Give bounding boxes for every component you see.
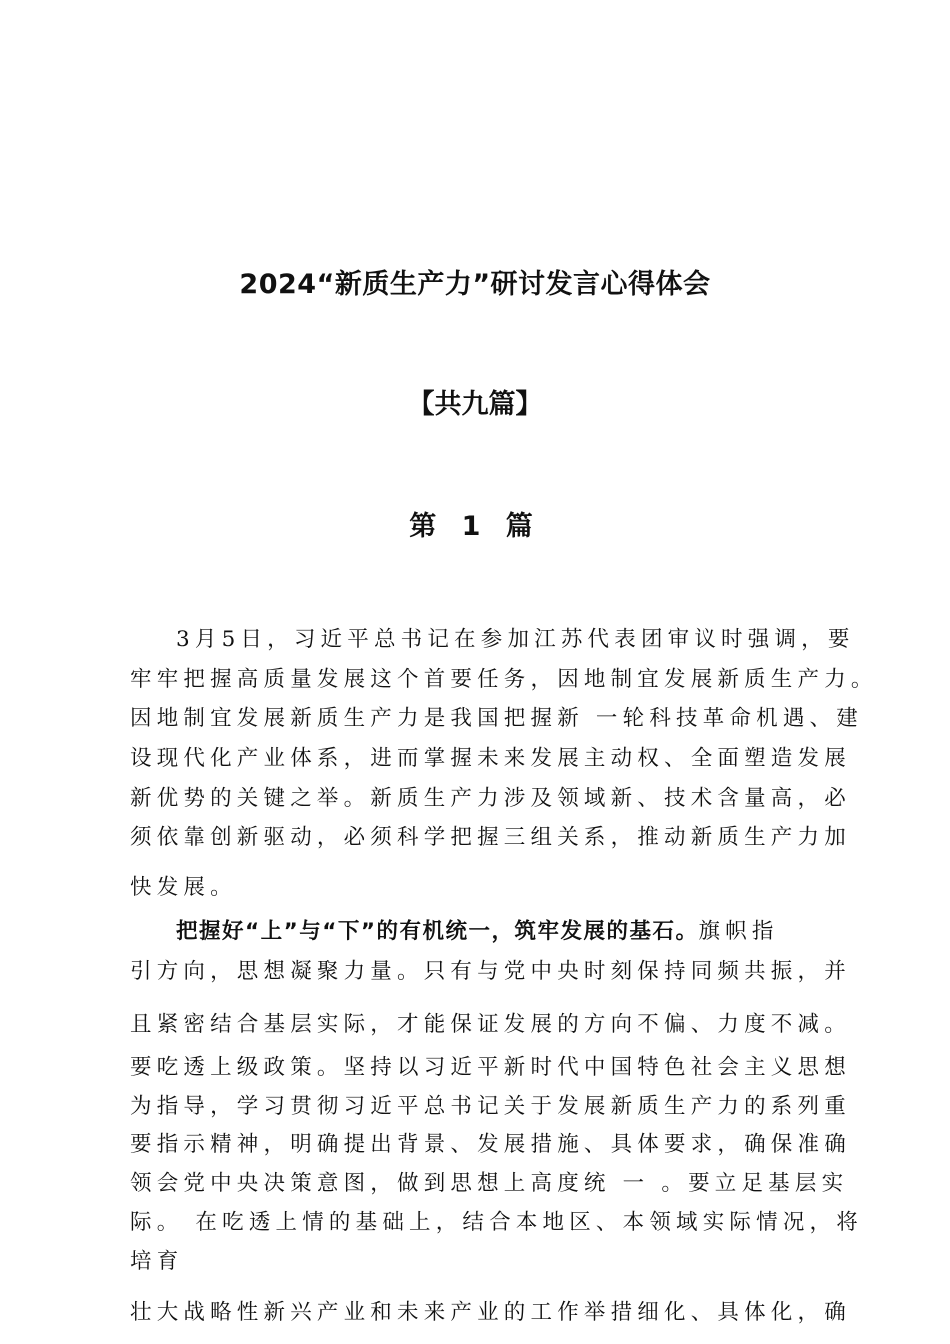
paragraph-2-line: 际。 在吃透上情的基础上，结合本地区、本领域实际情况，将 — [130, 1210, 863, 1235]
paragraph-2-line: 引方向，思想凝聚力量。只有与党中央时刻保持同频共振，并 — [130, 959, 851, 984]
paragraph-2-heading: 把握好“上”与“下”的有机统一，筑牢发展的基石。 — [176, 919, 699, 944]
paragraph-2-line: 壮大战略性新兴产业和未来产业的工作举措细化、具体化，确 — [130, 1300, 851, 1325]
paragraph-1-line: 须依靠创新驱动，必须科学把握三组关系，推动新质生产力加 — [130, 825, 851, 850]
paragraph-2-first-line — [176, 917, 830, 947]
paragraph-2-line: 为指导，学习贯彻习近平总书记关于发展新质生产力的系列重 — [130, 1094, 851, 1119]
paragraph-2-text: 旗帜指 — [698, 919, 779, 944]
document-title: 2024“新质生产力”研讨发言心得体会 — [239, 269, 711, 300]
paragraph-1-line: 快发展。 — [130, 875, 237, 900]
paragraph-2-line: 领会党中央决策意图，做到思想上高度统 一 。要立足基层实 — [130, 1171, 849, 1196]
paragraph-2-line: 要指示精神，明确提出背景、发展措施、具体要求，确保准确 — [130, 1132, 851, 1157]
paragraph-1-line: 牢牢把握高质量发展这个首要任务，因地制宜发展新质生产力。 — [130, 667, 878, 692]
paragraph-2-line: 培育 — [130, 1249, 184, 1274]
paragraph-1-line: 新优势的关键之举。新质生产力涉及领域新、技术含量高，必 — [130, 786, 851, 811]
paragraph-2-line: 且紧密结合基层实际，才能保证发展的方向不偏、力度不减。 — [130, 1012, 851, 1037]
paragraph-1-line: 设现代化产业体系，进而掌握未来发展主动权、全面塑造发展 — [130, 746, 851, 771]
paragraph-2-line: 要吃透上级政策。坚持以习近平新时代中国特色社会主义思想 — [130, 1055, 851, 1080]
article-count: 【共九篇】 — [407, 389, 543, 420]
part-heading: 第 1 篇 — [409, 511, 541, 542]
paragraph-1-line: 因地制宜发展新质生产力是我国把握新 一轮科技革命机遇、建 — [130, 706, 863, 731]
paragraph-1-line: 3月5日，习近平总书记在参加江苏代表团审议时强调，要 — [176, 627, 855, 652]
